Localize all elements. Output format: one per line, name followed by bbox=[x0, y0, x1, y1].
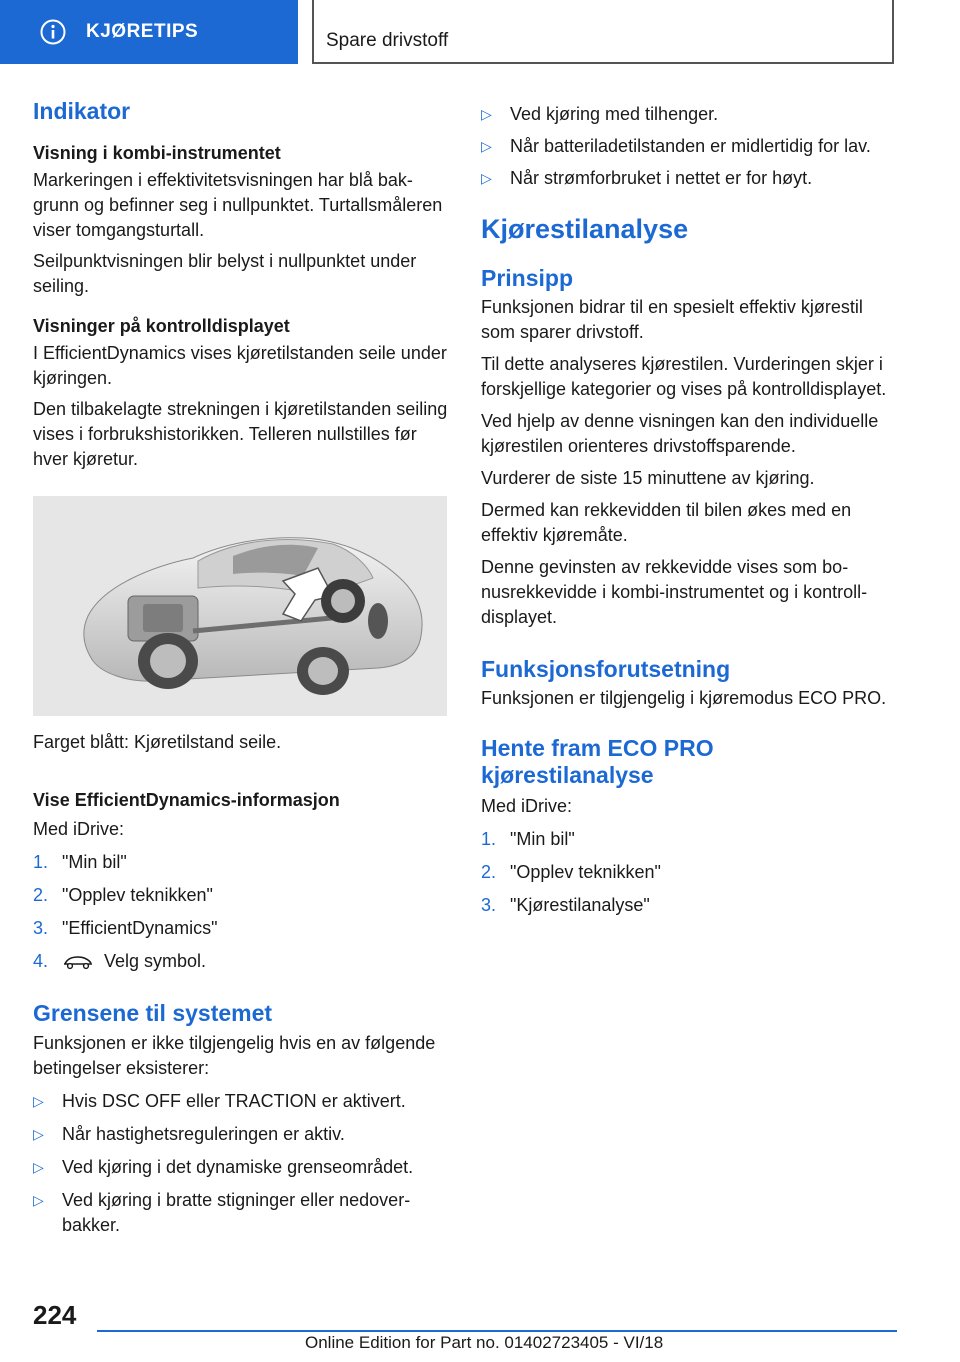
list-item bbox=[33, 916, 449, 941]
bullet-marker: ▷ bbox=[33, 1192, 44, 1209]
paragraph: Denne gevinsten av rekkevidde vises som bonusrekkevidde i kombi-instrumentet og i kontrolldisplayet. bbox=[481, 556, 868, 627]
list-item bbox=[33, 850, 449, 875]
list-item bbox=[33, 1188, 449, 1238]
heading-kjorestilanalyse: Kjørestilanalyse bbox=[481, 214, 689, 244]
subheading-vise: Vise EfficientDynamics-informasjon bbox=[33, 790, 340, 811]
paragraph: Den tilbakelagte strekningen i kjøretilstanden seiling vises i forbrukshistorikken. Telleren nullstilles før hver kjøretur. bbox=[33, 399, 448, 470]
list-item bbox=[481, 893, 901, 918]
step-text: "Opplev teknikken" bbox=[510, 861, 661, 882]
header-tab-label: KJØRETIPS bbox=[86, 21, 199, 42]
paragraph: Seilpunktvisningen blir belyst i nullpunktet under seiling. bbox=[33, 250, 417, 296]
list-item bbox=[481, 827, 901, 852]
step-number: 2. bbox=[481, 861, 497, 882]
paragraph: Med iDrive: bbox=[481, 795, 573, 816]
subheading-visning: Visning i kombi-instrumentet bbox=[33, 142, 281, 163]
step-text: Velg symbol. bbox=[104, 950, 207, 971]
bullet-marker: ▷ bbox=[481, 106, 492, 122]
bullet-list-right bbox=[481, 102, 901, 191]
list-item bbox=[481, 860, 901, 885]
bullet-text: Når strømforbruket i nettet er for høyt. bbox=[510, 168, 813, 188]
step-number: 2. bbox=[33, 884, 49, 905]
subheading-visninger: Visninger på kontrolldisplayet bbox=[33, 315, 290, 336]
header-section-title: Spare drivstoff bbox=[326, 30, 449, 51]
right-column bbox=[481, 98, 901, 918]
step-text: "Min bil" bbox=[510, 828, 575, 849]
steps-list-left bbox=[33, 850, 449, 974]
step-text: "Min bil" bbox=[62, 851, 127, 872]
paragraph: I EfficientDynamics vises kjøretilstanden seile under kjøringen. bbox=[33, 343, 447, 389]
paragraph: Vurderer de siste 15 minuttene av kjøring. bbox=[481, 467, 815, 488]
bullet-marker: ▷ bbox=[33, 1159, 44, 1176]
step-number: 3. bbox=[481, 894, 497, 915]
steps-list-right bbox=[481, 827, 901, 918]
footer-divider bbox=[97, 1330, 897, 1332]
bullet-marker: ▷ bbox=[481, 138, 492, 154]
list-item bbox=[33, 883, 449, 908]
paragraph: Funksjonen er tilgjengelig i kjøremodus ECO PRO. bbox=[481, 687, 887, 708]
step-text: "Opplev teknikken" bbox=[62, 884, 213, 905]
paragraph: Funksjonen er ikke tilgjengelig hvis en av følgende betingelser eksisterer: bbox=[33, 1033, 436, 1079]
heading-grensene: Grensene til systemet bbox=[33, 999, 273, 1026]
paragraph: Markeringen i effektivitetsvisningen har blå bakgrunn og befinner seg i nullpunktet. Turtallsmåleren viser tomgangsturtall. bbox=[33, 169, 443, 240]
left-column bbox=[33, 98, 449, 1238]
step-number: 1. bbox=[33, 851, 49, 872]
heading-prinsipp: Prinsipp bbox=[481, 265, 574, 292]
header-tab bbox=[0, 0, 298, 64]
bullet-text: Ved kjøring i bratte stigninger eller nedoverbakker. bbox=[62, 1190, 411, 1236]
bullet-text: Når hastighetsreguleringen er aktiv. bbox=[62, 1124, 345, 1145]
image-caption: Farget blått: Kjøretilstand seile. bbox=[33, 732, 282, 753]
step-text: "Kjørestilanalyse" bbox=[510, 894, 650, 915]
step-number: 1. bbox=[481, 828, 497, 849]
step-number: 4. bbox=[33, 950, 49, 971]
car-illustration bbox=[33, 496, 447, 716]
car-illustration-drawing bbox=[33, 496, 447, 716]
info-icon bbox=[40, 19, 66, 45]
heading-funksjonsforutsetning: Funksjonsforutsetning bbox=[481, 655, 731, 682]
page-number: 224 bbox=[33, 1300, 77, 1330]
list-item bbox=[481, 166, 901, 191]
paragraph: Med iDrive: bbox=[33, 818, 125, 839]
paragraph: Ved hjelp av denne visningen kan den individuelle kjørestilen orienteres drivstoffsparende. bbox=[481, 410, 879, 456]
heading-hente-fram: Hente fram ECO PRO kjørestilanalyse bbox=[481, 734, 714, 789]
header-section-box bbox=[312, 0, 894, 64]
bullet-marker: ▷ bbox=[481, 170, 492, 186]
heading-indikator: Indikator bbox=[33, 98, 131, 124]
footer-edition: Online Edition for Part no. 01402723405 - VI/18 bbox=[305, 1333, 664, 1352]
list-item bbox=[481, 102, 901, 127]
bullet-text: Når batteriladetilstanden er midlertidig for lav. bbox=[510, 136, 871, 156]
list-item bbox=[33, 1155, 449, 1180]
list-item bbox=[33, 949, 449, 974]
paragraph: Til dette analyseres kjørestilen. Vurderingen skjer i forskjellige kategorier og vises på kontrolldisplayet. bbox=[481, 353, 887, 399]
bullet-list-left bbox=[33, 1089, 449, 1238]
paragraph: Dermed kan rekkevidden til bilen økes med en effektiv kjøremåte. bbox=[481, 499, 852, 545]
step-number: 3. bbox=[33, 917, 49, 938]
list-item bbox=[33, 1089, 449, 1114]
list-item bbox=[481, 134, 901, 159]
bullet-text: Hvis DSC OFF eller TRACTION er aktivert. bbox=[62, 1091, 406, 1112]
step-text: "EfficientDynamics" bbox=[62, 917, 218, 938]
bullet-marker: ▷ bbox=[33, 1093, 44, 1110]
paragraph: Funksjonen bidrar til en spesielt effektiv kjørestil som sparer drivstoff. bbox=[481, 296, 863, 342]
car-eco-icon bbox=[62, 954, 94, 970]
bullet-marker: ▷ bbox=[33, 1126, 44, 1143]
bullet-text: Ved kjøring i det dynamiske grenseområdet. bbox=[62, 1157, 414, 1178]
list-item bbox=[33, 1122, 449, 1147]
bullet-text: Ved kjøring med tilhenger. bbox=[510, 104, 719, 124]
